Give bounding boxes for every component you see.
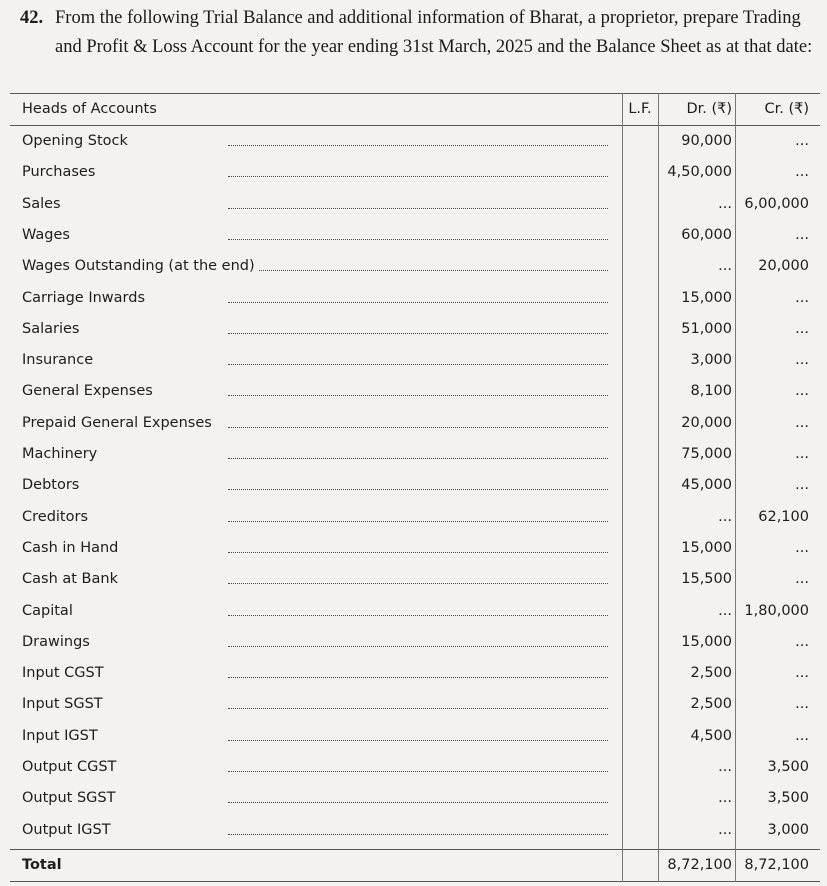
credit-amount: ... [795,352,809,369]
account-head: Debtors [22,477,80,494]
credit-amount: ... [795,414,809,431]
header-cr: Cr. (₹) [764,101,809,117]
debit-amount: 3,000 [690,352,732,369]
account-head: Output SGST [22,790,116,807]
table-row [10,126,820,157]
debit-amount: 15,000 [681,539,732,556]
table-row [10,689,820,720]
debit-amount: 90,000 [681,133,732,149]
credit-amount: ... [795,477,809,494]
debit-amount: 45,000 [681,477,732,494]
dotted-leader [228,677,608,678]
total-debit: 8,72,100 [667,857,732,873]
account-head: Machinery [22,446,98,462]
account-head: Wages [22,226,70,243]
account-head: Salaries [22,320,80,337]
debit-amount: 4,50,000 [667,164,732,181]
account-head: Input IGST [22,727,98,744]
account-head: Input SGST [22,696,103,713]
debit-amount: ... [718,821,732,838]
dotted-leader [228,771,608,772]
header-dr: Dr. (₹) [686,101,732,117]
dotted-leader [259,270,608,271]
dotted-leader [228,802,608,803]
debit-amount: 51,000 [681,320,732,337]
dotted-leader [228,552,608,553]
table-row [10,189,820,220]
credit-amount: 20,000 [758,258,809,275]
credit-amount: 3,000 [767,821,809,838]
table-row [10,783,820,814]
dotted-leader [228,708,608,709]
debit-amount: 20,000 [681,414,732,431]
debit-amount: ... [718,195,732,212]
total-credit: 8,72,100 [744,857,809,873]
credit-amount: ... [795,539,809,556]
account-head: Output IGST [22,821,111,838]
account-head: Wages Outstanding (at the end) [22,258,255,275]
account-head: Insurance [22,352,94,369]
table-row [10,502,820,533]
debit-amount: ... [718,508,732,525]
credit-amount: ... [795,696,809,713]
credit-amount: 6,00,000 [744,195,809,212]
table-row [10,533,820,564]
dotted-leader [228,427,608,428]
debit-amount: 60,000 [681,226,732,243]
debit-amount: 15,000 [681,289,732,306]
credit-amount: ... [795,727,809,744]
dotted-leader [228,395,608,396]
question [20,4,820,62]
table-row [10,721,820,752]
debit-amount: 4,500 [690,727,732,744]
table-row [10,596,820,627]
debit-amount: ... [718,602,732,619]
dotted-leader [228,364,608,365]
dotted-leader [228,615,608,616]
header-lf: L.F. [628,101,652,117]
table-row [10,376,820,407]
dotted-leader [228,834,608,835]
header-heads-of-accounts: Heads of Accounts [22,101,157,117]
credit-amount: ... [795,446,809,462]
table-bottom-rule [10,881,820,882]
table-row [10,345,820,376]
account-head: Input CGST [22,665,104,682]
credit-amount: ... [795,320,809,337]
credit-amount: ... [795,571,809,588]
account-head: Drawings [22,633,90,650]
credit-amount: ... [795,164,809,181]
debit-amount: 2,500 [690,665,732,682]
dotted-leader [228,489,608,490]
table-row [10,815,820,846]
table-row [10,314,820,345]
table-row [10,564,820,595]
dotted-leader [228,583,608,584]
dotted-leader [228,646,608,647]
account-head: Cash in Hand [22,539,119,556]
table-row [10,220,820,251]
debit-amount: ... [718,759,732,775]
table-row [10,408,820,439]
dotted-leader [228,333,608,334]
table-row [10,157,820,188]
trial-balance-table [10,93,820,882]
credit-amount: ... [795,289,809,306]
table-row [10,470,820,501]
debit-amount: ... [718,258,732,275]
credit-amount: ... [795,383,809,400]
account-head: Carriage Inwards [22,289,146,306]
debit-amount: 75,000 [681,446,732,462]
total-label: Total [22,857,62,873]
debit-amount: 15,500 [681,571,732,588]
table-row [10,658,820,689]
account-head: Opening Stock [22,133,128,149]
dotted-leader [228,239,608,240]
account-head: Prepaid General Expenses [22,414,212,431]
dotted-leader [228,176,608,177]
account-head: Cash at Bank [22,571,118,588]
table-row [10,251,820,282]
account-head: Sales [22,195,61,212]
debit-amount: 15,000 [681,633,732,650]
credit-amount: 1,80,000 [744,602,809,619]
debit-amount: ... [718,790,732,807]
credit-amount: ... [795,665,809,682]
account-head: Creditors [22,508,88,525]
credit-amount: 3,500 [767,759,809,775]
credit-amount: ... [795,133,809,149]
account-head: Purchases [22,164,96,181]
question-text: From the following Trial Balance and additional information of Bharat, a proprietor, prepare Trading and Profit & Loss Account for the year ending 31st March, 2025 and the Balance Sheet as at that date: [55,8,813,57]
debit-amount: 8,100 [690,383,732,400]
account-head: General Expenses [22,383,153,400]
table-row [10,283,820,314]
dotted-leader [228,302,608,303]
credit-amount: 3,500 [767,790,809,807]
account-head: Capital [22,602,73,619]
question-number: 42. [20,8,44,28]
credit-amount: ... [795,633,809,650]
credit-amount: ... [795,226,809,243]
dotted-leader [228,145,608,146]
credit-amount: 62,100 [758,508,809,525]
account-head: Output CGST [22,759,117,775]
dotted-leader [228,208,608,209]
dotted-leader [228,521,608,522]
table-row [10,627,820,658]
total-row [10,850,820,881]
table-header-row [10,94,820,125]
dotted-leader [228,740,608,741]
table-row [10,439,820,470]
debit-amount: 2,500 [690,696,732,713]
table-row [10,752,820,783]
dotted-leader [228,458,608,459]
